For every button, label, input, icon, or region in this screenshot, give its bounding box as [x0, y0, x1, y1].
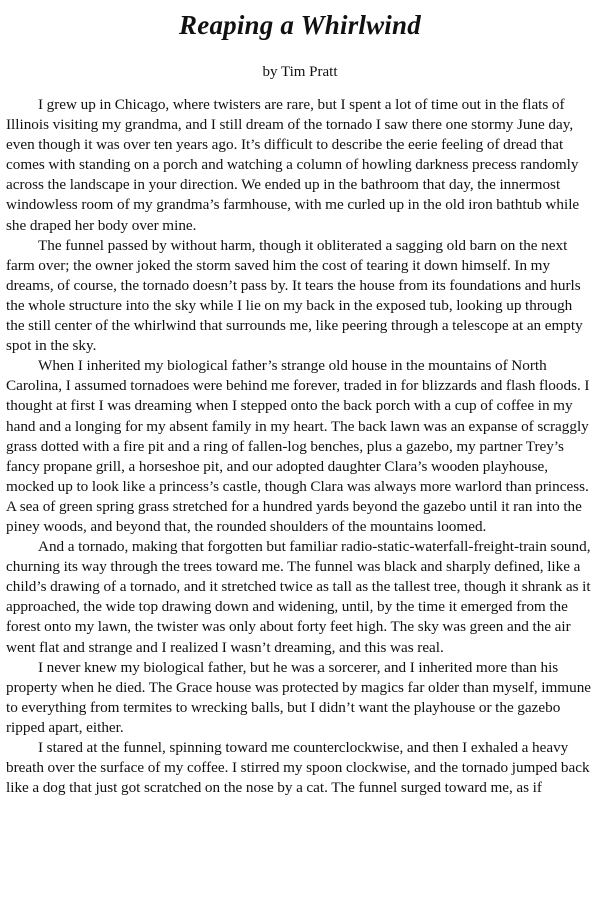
- paragraph-3: When I inherited my biological father’s strange old house in the mountains of North Carolina, I assumed tornadoes were behind me forever, traded in for blizzards and flash floods. I thought at first I was dreaming when I stepped onto the back porch with a cup of coffee in my hand and a longing for my absent family in my heart. The back lawn was an expanse of scraggly grass dotted with a fire pit and a ring of fallen-log benches, plus a gazebo, my partner Trey’s fancy propane grill, a horseshoe pit, and our adopted daughter Clara’s wooden playhouse, mocked up to look like a princess’s castle, though Clara was always more warlord than princess. A sea of green spring grass stretched for a hundred yards beyond the gazebo until it ran into the piney woods, and beyond that, the rounded shoulders of the mountains loomed.: [6, 357, 590, 535]
- author-byline: by Tim Pratt: [262, 64, 338, 80]
- story-body: [6, 95, 594, 798]
- paragraph-6: I stared at the funnel, spinning toward me counterclockwise, and then I exhaled a heavy breath over the surface of my coffee. I stirred my spoon clockwise, and the tornado jumped back like a dog that just got scratched on the nose by a cat. The funnel surged toward me, as if: [6, 739, 590, 797]
- paragraph-2: The funnel passed by without harm, though it obliterated a sagging old barn on the next farm over; the owner joked the storm saved him the cost of tearing it down himself. In my dreams, of course, the tornado doesn’t pass by. It tears the house from its foundations and hurls the whole structure into the sky while I lie on my back in the exposed tub, looking up through the still center of the whirlwind that surrounds me, like peering through a telescope at an empty spot in the sky.: [6, 236, 583, 355]
- paragraph-1: I grew up in Chicago, where twisters are rare, but I spent a lot of time out in the flats of Illinois visiting my grandma, and I still dream of the tornado I saw there one stormy June day, even though it was over ten years ago. It’s difficult to describe the eerie feeling of dread that comes with standing on a porch and watching a column of howling darkness precess randomly across the landscape in your direction. We ended up in the bathroom that day, the innermost windowless room of my grandma’s farmhouse, with me curled up in the old iron bathtub while she draped her body over mine.: [6, 96, 580, 234]
- story-title: Reaping a Whirlwind: [179, 10, 421, 40]
- paragraph-4: And a tornado, making that forgotten but familiar radio-static-waterfall-freight-train sound, churning its way through the trees toward me. The funnel was black and sharply defined, like a child’s drawing of a tornado, and it stretched twice as tall as the tallest tree, though it shrank as it approached, the wide top drawing down and widening, until, by the time it emerged from the forest onto my lawn, the twister was only about forty feet high. The sky was green and the air went flat and strange and I realized I wasn’t dreaming, and this was real.: [6, 538, 591, 656]
- paragraph-5: I never knew my biological father, but he was a sorcerer, and I inherited more than his property when he died. The Grace house was protected by magics far older than myself, immune to everything from termites to wrecking balls, but I didn’t want the playhouse or the gazebo ripped apart, either.: [6, 658, 592, 736]
